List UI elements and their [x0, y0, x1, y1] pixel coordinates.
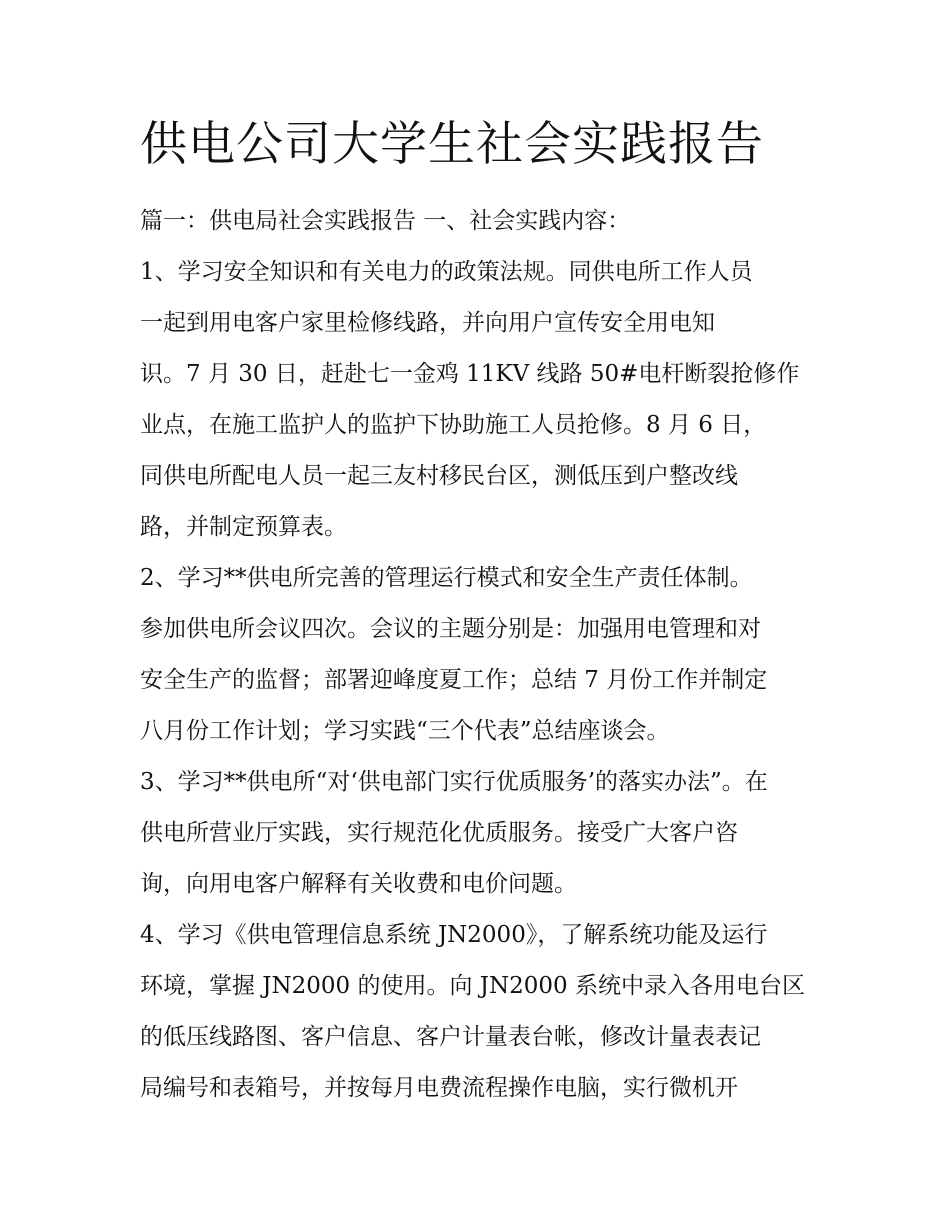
- body-line: 局编号和表箱号，并按每月电费流程操作电脑，实行微机开: [140, 1075, 738, 1101]
- body-line: 4、学习《供电管理信息系统 JN2000》，了解系统功能及运行: [140, 922, 768, 948]
- document-body: [140, 196, 820, 1114]
- document-title: 供电公司大学生社会实践报告: [140, 117, 764, 172]
- body-line: 参加供电所会议四次。会议的主题分别是：加强用电管理和对: [140, 616, 761, 642]
- body-line: 的低压线路图、客户信息、客户计量表台帐，修改计量表表记: [140, 1024, 761, 1050]
- body-line: 一起到用电客户家里检修线路，并向用户宣传安全用电知: [140, 310, 715, 336]
- body-line: 业点，在施工监护人的监护下协助施工人员抢修。8 月 6 日，: [140, 412, 767, 438]
- body-line: 3、学习**供电所“对‘供电部门实行优质服务’的落实办法”。在: [140, 769, 768, 795]
- body-line: 八月份工作计划；学习实践“三个代表”总结座谈会。: [140, 718, 670, 744]
- body-line: 同供电所配电人员一起三友村移民台区，测低压到户整改线: [140, 463, 738, 489]
- body-line: 篇一：供电局社会实践报告 一、社会实践内容：: [140, 208, 631, 234]
- body-line: 1、学习安全知识和有关电力的政策法规。同供电所工作人员: [140, 259, 753, 285]
- document-page: [140, 112, 820, 1114]
- body-line: 路，并制定预算表。: [140, 514, 347, 540]
- body-line: 安全生产的监督；部署迎峰度夏工作；总结 7 月份工作并制定: [140, 667, 768, 693]
- body-line: 询，向用电客户解释有关收费和电价问题。: [140, 871, 577, 897]
- body-line: 环境，掌握 JN2000 的使用。向 JN2000 系统中录入各用电台区: [140, 973, 806, 999]
- body-line: 识。7 月 30 日，赶赴七一金鸡 11KV 线路 50#电杆断裂抢修作: [140, 361, 800, 387]
- body-line: 供电所营业厅实践，实行规范化优质服务。接受广大客户咨: [140, 820, 738, 846]
- body-line: 2、学习**供电所完善的管理运行模式和安全生产责任体制。: [140, 565, 753, 591]
